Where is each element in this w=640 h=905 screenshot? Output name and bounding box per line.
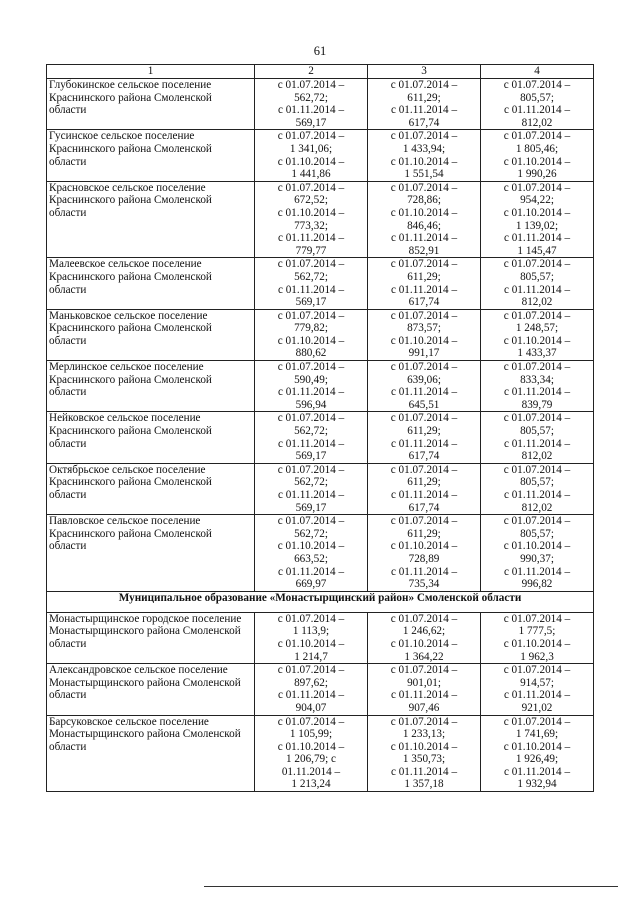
tariff-line: 805,57; — [520, 425, 554, 438]
tariff-line: с 01.11.2014 – — [503, 689, 571, 702]
tariff-line: 569,17 — [295, 116, 327, 129]
tariff-line: с 01.07.2014 – — [277, 463, 345, 476]
tariff-line: с 01.11.2014 – — [503, 232, 571, 245]
tariff-line: 1 214,7 — [294, 650, 328, 663]
table-row — [47, 463, 594, 514]
table-row — [47, 515, 594, 592]
tariff-line: 805,57; — [520, 476, 554, 489]
tariff-line: с 01.10.2014 – — [503, 740, 571, 753]
table-row — [47, 258, 594, 309]
tariff-line: 617,74 — [408, 450, 440, 463]
tariff-cell-c4 — [481, 181, 594, 258]
tariff-line: 1 932,94 — [517, 778, 557, 791]
tariff-line: с 01.07.2014 – — [277, 130, 345, 143]
tariff-line: с 01.07.2014 – — [390, 715, 458, 728]
tariff-cell-c3 — [368, 715, 481, 792]
tariff-line: с 01.07.2014 – — [390, 515, 458, 528]
tariff-line: с 01.07.2014 – — [277, 361, 345, 374]
tariff-line: 805,57; — [520, 270, 554, 283]
tariff-cell-c3 — [368, 130, 481, 181]
tariff-line: с 01.07.2014 – — [503, 309, 571, 322]
tariff-line: с 01.07.2014 – — [390, 361, 458, 374]
tariff-line: с 01.11.2014 – — [390, 386, 458, 399]
tariff-line: с 01.07.2014 – — [390, 258, 458, 271]
column-number-4: 4 — [481, 65, 594, 79]
tariff-cell-c2 — [255, 258, 368, 309]
tariff-line: 1 357,18 — [404, 778, 444, 791]
settlement-name: Глубокинское сельское поселение Краснинского района Смоленской области — [47, 79, 255, 130]
tariff-line: 1 113,9; — [292, 625, 330, 638]
tariff-line: 1 433,37 — [517, 347, 557, 360]
tariff-line: с 01.10.2014 – — [503, 540, 571, 553]
tariff-cell-c3 — [368, 258, 481, 309]
tariff-line: с 01.07.2014 – — [277, 181, 345, 194]
tariff-line: 852,91 — [408, 244, 440, 257]
tariff-line: 1 139,02; — [515, 219, 559, 232]
tariff-line: 728,86; — [407, 194, 441, 207]
tariff-line: с 01.11.2014 – — [390, 232, 458, 245]
tariff-cell-c3 — [368, 463, 481, 514]
tariff-line: с 01.10.2014 – — [277, 155, 345, 168]
tariff-line: с 01.10.2014 – — [277, 540, 345, 553]
tariff-cell-c2 — [255, 412, 368, 463]
tariff-line: 569,17 — [295, 450, 327, 463]
tariff-line: с 01.11.2014 – — [390, 283, 458, 296]
tariff-line: с 01.07.2014 – — [503, 664, 571, 677]
tariff-line: с 01.11.2014 – — [503, 437, 571, 450]
tariff-line: с 01.07.2014 – — [390, 79, 458, 91]
tariff-line: 921,02 — [521, 701, 553, 714]
tariff-line: 663,52; — [294, 552, 328, 565]
tariff-line: с 01.07.2014 – — [503, 715, 571, 728]
tariff-line: 1 350,73; — [402, 753, 446, 766]
tariff-line: с 01.11.2014 – — [277, 386, 345, 399]
tariff-line: 880,62 — [295, 347, 327, 360]
tariff-cell-c3 — [368, 612, 481, 663]
tariff-cell-c4 — [481, 715, 594, 792]
table-row — [47, 612, 594, 663]
section-header-row — [47, 591, 594, 612]
tariff-line: 954,22; — [520, 194, 554, 207]
tariff-cell-c2 — [255, 664, 368, 715]
tariff-line: 839,79 — [521, 398, 553, 411]
table-row — [47, 309, 594, 360]
tariff-line: с 01.07.2014 – — [390, 612, 458, 625]
tariff-cell-c3 — [368, 361, 481, 412]
settlement-name: Малеевское сельское поселение Краснинского района Смоленской области — [47, 258, 255, 309]
tariff-line: 562,72; — [294, 425, 328, 438]
settlement-name: Барсуковское сельское поселение Монастырщинского района Смоленской области — [47, 715, 255, 792]
tariff-line: с 01.07.2014 – — [503, 181, 571, 194]
tariff-line: 735,34 — [408, 578, 440, 591]
tariff-line: 773,32; — [294, 219, 328, 232]
tariff-cell-c3 — [368, 664, 481, 715]
tariff-line: 611,29; — [407, 270, 441, 283]
tariff-line: с 01.07.2014 – — [390, 463, 458, 476]
tariff-line: 1 990,26 — [517, 168, 557, 181]
tariff-line: с 01.07.2014 – — [277, 258, 345, 271]
tariff-line: с 01.11.2014 – — [390, 565, 458, 578]
tariff-line: с 01.07.2014 – — [503, 130, 571, 143]
tariff-line: с 01.10.2014 – — [277, 206, 345, 219]
tariff-cell-c2 — [255, 515, 368, 592]
tariff-cell-c3 — [368, 412, 481, 463]
tariff-line: с 01.11.2014 – — [277, 232, 345, 245]
tariff-line: с 01.07.2014 – — [390, 130, 458, 143]
tariff-line: 672,52; — [294, 194, 328, 207]
tariff-cell-c3 — [368, 515, 481, 592]
settlement-name: Александровское сельское поселение Монастырщинского района Смоленской области — [47, 664, 255, 715]
tariff-line: 1 233,13; — [402, 728, 446, 741]
tariff-line: 1 213,24 — [291, 778, 331, 791]
tariff-cell-c4 — [481, 361, 594, 412]
table-row — [47, 361, 594, 412]
tariff-line: 805,57; — [520, 527, 554, 540]
tariff-line: с 01.10.2014 – — [503, 334, 571, 347]
tariff-line: 897,62; — [294, 676, 328, 689]
table-row — [47, 181, 594, 258]
tariff-line: с 01.07.2014 – — [503, 79, 571, 91]
tariff-line: с 01.07.2014 – — [277, 412, 345, 425]
tariff-line: 1 777,5; — [518, 625, 556, 638]
tariff-cell-c2 — [255, 130, 368, 181]
tariff-line: 904,07 — [295, 701, 327, 714]
table-row — [47, 79, 594, 130]
tariff-line: 1 741,69; — [515, 728, 559, 741]
column-number-2: 2 — [255, 65, 368, 79]
tariff-line: 1 206,79; с — [285, 753, 337, 766]
tariff-line: 779,77 — [295, 244, 327, 257]
tariff-line: 812,02 — [521, 450, 553, 463]
tariff-line: с 01.11.2014 – — [277, 689, 345, 702]
tariff-line: 1 145,47 — [517, 244, 557, 257]
tariff-line: 1 105,99; — [289, 728, 333, 741]
tariff-line: 991,17 — [408, 347, 440, 360]
tariff-line: 1 341,06; — [289, 142, 333, 155]
tariff-line: 617,74 — [408, 501, 440, 514]
tariff-line: 1 433,94; — [402, 142, 446, 155]
tariff-line: 562,72; — [294, 270, 328, 283]
tariff-line: с 01.11.2014 – — [277, 565, 345, 578]
settlement-name: Мерлинское сельское поселение Краснинского района Смоленской области — [47, 361, 255, 412]
table-row — [47, 412, 594, 463]
tariff-line: с 01.11.2014 – — [277, 437, 345, 450]
tariff-line: с 01.07.2014 – — [277, 664, 345, 677]
tariff-line: с 01.07.2014 – — [277, 515, 345, 528]
tariff-line: 1 805,46; — [515, 142, 559, 155]
tariff-cell-c4 — [481, 130, 594, 181]
tariff-line: 1 962,3 — [520, 650, 554, 663]
tariff-cell-c3 — [368, 309, 481, 360]
tariff-cell-c2 — [255, 181, 368, 258]
tariff-line: 812,02 — [521, 296, 553, 309]
tariff-line: с 01.11.2014 – — [390, 689, 458, 702]
tariff-cell-c3 — [368, 181, 481, 258]
tariff-line: с 01.07.2014 – — [277, 715, 345, 728]
footer-rule — [204, 886, 618, 887]
tariff-line: с 01.07.2014 – — [503, 412, 571, 425]
tariff-line: с 01.07.2014 – — [503, 515, 571, 528]
tariff-line: с 01.10.2014 – — [390, 740, 458, 753]
table-row — [47, 130, 594, 181]
settlement-name: Маньковское сельское поселение Краснинского района Смоленской области — [47, 309, 255, 360]
tariff-line: 611,29; — [407, 91, 441, 104]
tariff-line: 779,82; — [294, 322, 328, 335]
tariff-line: с 01.11.2014 – — [277, 104, 345, 117]
tariff-line: 914,57; — [520, 676, 554, 689]
tariff-cell-c4 — [481, 79, 594, 130]
tariff-line: 805,57; — [520, 91, 554, 104]
tariff-line: 569,17 — [295, 296, 327, 309]
tariff-line: с 01.10.2014 – — [390, 206, 458, 219]
tariff-line: с 01.07.2014 – — [390, 664, 458, 677]
tariff-line: с 01.07.2014 – — [503, 612, 571, 625]
tariff-line: с 01.07.2014 – — [390, 412, 458, 425]
column-number-1: 1 — [47, 65, 255, 79]
tariff-cell-c2 — [255, 715, 368, 792]
tariff-line: с 01.07.2014 – — [277, 612, 345, 625]
tariff-line: с 01.11.2014 – — [390, 489, 458, 501]
tariff-line: 639,06; — [407, 373, 441, 386]
tariff-line: 617,74 — [408, 116, 440, 129]
tariff-line: с 01.07.2014 – — [503, 258, 571, 271]
tariff-line: 996,82 — [521, 578, 553, 591]
tariff-cell-c4 — [481, 664, 594, 715]
tariff-line: 812,02 — [521, 501, 553, 514]
tariff-line: с 01.10.2014 – — [277, 740, 345, 753]
tariff-line: с 01.11.2014 – — [503, 489, 571, 501]
tariff-line: с 01.10.2014 – — [503, 206, 571, 219]
tariff-line: с 01.11.2014 – — [503, 283, 571, 296]
tariff-line: с 01.10.2014 – — [277, 637, 345, 650]
tariff-cell-c4 — [481, 412, 594, 463]
tariff-line: 990,37; — [520, 552, 554, 565]
settlement-name: Октябрьское сельское поселение Краснинского района Смоленской области — [47, 463, 255, 514]
tariff-line: 562,72; — [294, 91, 328, 104]
tariff-line: с 01.07.2014 – — [277, 309, 345, 322]
column-number-row — [47, 65, 594, 79]
tariff-line: 846,46; — [407, 219, 441, 232]
tariff-line: 873,57; — [407, 322, 441, 335]
tariff-line: 812,02 — [521, 116, 553, 129]
settlement-name: Монастырщинское городское поселение Монастырщинского района Смоленской области — [47, 612, 255, 663]
tariff-line: с 01.11.2014 – — [390, 104, 458, 117]
tariff-line: с 01.07.2014 – — [277, 79, 345, 91]
page-number: 61 — [313, 44, 327, 58]
tariff-cell-c3 — [368, 79, 481, 130]
section-title: Муниципальное образование «Монастырщинский район» Смоленской области — [47, 591, 594, 612]
settlement-name: Нейковское сельское поселение Краснинского района Смоленской области — [47, 412, 255, 463]
tariff-line: 596,94 — [295, 398, 327, 411]
tariff-line: с 01.11.2014 – — [503, 565, 571, 578]
tariff-line: с 01.10.2014 – — [277, 334, 345, 347]
tariff-cell-c4 — [481, 309, 594, 360]
settlement-name: Красновское сельское поселение Краснинского района Смоленской области — [47, 181, 255, 258]
tariff-line: 1 441,86 — [291, 168, 331, 181]
tariff-cell-c2 — [255, 612, 368, 663]
tariff-line: 1 248,57; — [515, 322, 559, 335]
tariff-line: с 01.07.2014 – — [390, 181, 458, 194]
tariff-line: с 01.11.2014 – — [503, 765, 571, 778]
settlement-name: Павловское сельское поселение Краснинского района Смоленской области — [47, 515, 255, 592]
tariff-cell-c2 — [255, 463, 368, 514]
tariff-line: с 01.10.2014 – — [390, 540, 458, 553]
tariff-line: 590,49; — [294, 373, 328, 386]
tariff-line: с 01.10.2014 – — [390, 637, 458, 650]
tariff-line: 617,74 — [408, 296, 440, 309]
tariff-line: 645,51 — [408, 398, 440, 411]
column-number-3: 3 — [368, 65, 481, 79]
tariff-line: с 01.10.2014 – — [503, 155, 571, 168]
tariff-line: 611,29; — [407, 476, 441, 489]
tariff-line: с 01.11.2014 – — [277, 489, 345, 501]
tariff-cell-c2 — [255, 361, 368, 412]
tariff-line: с 01.07.2014 – — [390, 309, 458, 322]
settlement-name: Гусинское сельское поселение Краснинского района Смоленской области — [47, 130, 255, 181]
tariff-line: с 01.07.2014 – — [503, 463, 571, 476]
tariff-line: 907,46 — [408, 701, 440, 714]
tariff-line: 569,17 — [295, 501, 327, 514]
tariff-cell-c4 — [481, 612, 594, 663]
tariff-cell-c4 — [481, 463, 594, 514]
tariff-line: 833,34; — [520, 373, 554, 386]
tariff-line: 562,72; — [294, 527, 328, 540]
tariff-cell-c4 — [481, 258, 594, 309]
tariff-line: с 01.11.2014 – — [277, 283, 345, 296]
tariff-table — [46, 64, 594, 792]
tariff-line: с 01.11.2014 – — [503, 386, 571, 399]
tariff-line: с 01.10.2014 – — [390, 155, 458, 168]
tariff-line: 611,29; — [407, 527, 441, 540]
tariff-line: 562,72; — [294, 476, 328, 489]
tariff-line: с 01.10.2014 – — [390, 334, 458, 347]
tariff-line: 669,97 — [295, 578, 327, 591]
table-row — [47, 715, 594, 792]
tariff-line: с 01.11.2014 – — [503, 104, 571, 117]
tariff-line: 01.11.2014 – — [281, 765, 341, 778]
tariff-line: 1 246,62; — [402, 625, 446, 638]
tariff-line: с 01.10.2014 – — [503, 637, 571, 650]
tariff-line: с 01.07.2014 – — [503, 361, 571, 374]
tariff-cell-c2 — [255, 309, 368, 360]
tariff-line: 1 926,49; — [515, 753, 559, 766]
tariff-line: с 01.11.2014 – — [390, 437, 458, 450]
tariff-cell-c4 — [481, 515, 594, 592]
tariff-line: с 01.11.2014 – — [390, 765, 458, 778]
table-row — [47, 664, 594, 715]
tariff-line: 728,89 — [408, 552, 440, 565]
tariff-line: 611,29; — [407, 425, 441, 438]
tariff-line: 1 364,22 — [404, 650, 444, 663]
tariff-line: 901,01; — [407, 676, 441, 689]
tariff-line: 1 551,54 — [404, 168, 444, 181]
tariff-cell-c2 — [255, 79, 368, 130]
